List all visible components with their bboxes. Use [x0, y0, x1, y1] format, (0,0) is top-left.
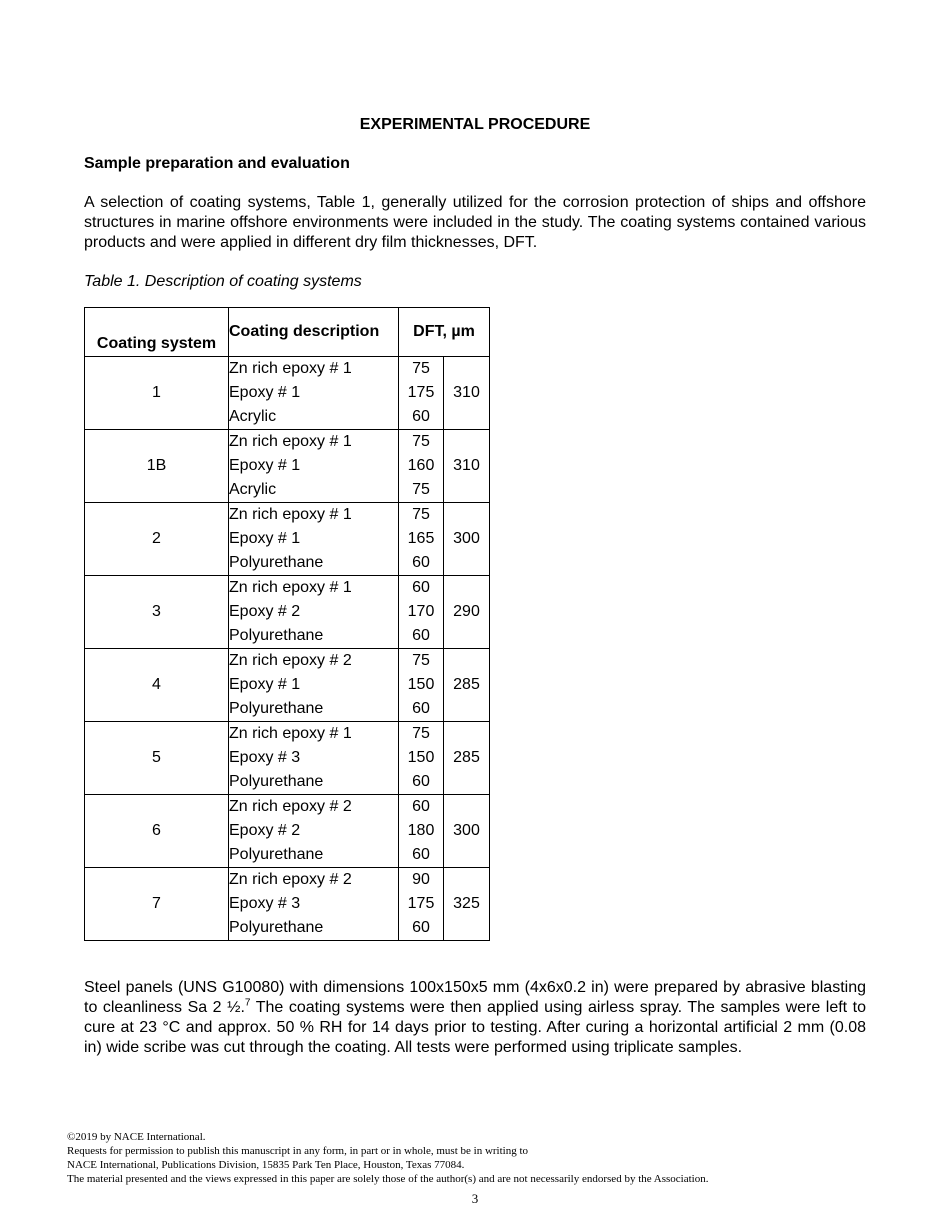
- layer-name: Zn rich epoxy # 1: [229, 579, 352, 596]
- layer-name: Zn rich epoxy # 2: [229, 871, 352, 888]
- total-dft-value: 310: [444, 430, 490, 503]
- table-row: [85, 722, 490, 795]
- layer-name: Zn rich epoxy # 1: [229, 360, 352, 377]
- layer-dft-value: 150: [407, 676, 435, 693]
- total-dft-value: 290: [444, 576, 490, 649]
- layer-dft-value: 75: [412, 481, 430, 498]
- layer-dft-value: 90: [412, 871, 430, 888]
- footer-copyright: ©2019 by NACE International.: [67, 1131, 206, 1143]
- layer-name: Acrylic: [229, 481, 277, 498]
- layer-dft-value: 75: [412, 506, 430, 523]
- layer-dft-value: 165: [407, 530, 435, 547]
- header-coating-system: Coating system: [85, 308, 229, 357]
- coating-description-cell: [229, 722, 399, 795]
- layer-dft-cell: [399, 868, 444, 941]
- header-coating-description: Coating description: [229, 308, 399, 357]
- coating-system-id: 1B: [85, 430, 229, 503]
- coating-description-cell: [229, 503, 399, 576]
- method-text-before-ref: Steel panels (UNS G10080) with dimensions 100x150x5 mm (4x6x0.2 in) were prepared by abrasive blasting to cleanliness Sa 2 ½.: [84, 979, 866, 1016]
- layer-dft-value: 60: [412, 846, 430, 863]
- layer-dft-value: 60: [412, 700, 430, 717]
- layer-name: Polyurethane: [229, 554, 324, 571]
- layer-dft-cell: [399, 722, 444, 795]
- table-row: [85, 357, 490, 430]
- table-header-row: [85, 308, 490, 357]
- coating-system-id: 6: [85, 795, 229, 868]
- layer-dft-value: 60: [412, 627, 430, 644]
- coating-description-cell: [229, 795, 399, 868]
- total-dft-value: 300: [444, 795, 490, 868]
- footer-address: NACE International, Publications Division, 15835 Park Ten Place, Houston, Texas 77084.: [67, 1159, 465, 1171]
- layer-dft-cell: [399, 430, 444, 503]
- layer-dft-value: 175: [407, 895, 435, 912]
- layer-dft-value: 150: [407, 749, 435, 766]
- layer-name: Polyurethane: [229, 773, 324, 790]
- total-dft-value: 285: [444, 649, 490, 722]
- coating-description-cell: [229, 576, 399, 649]
- intro-paragraph: A selection of coating systems, Table 1, generally utilized for the corrosion protection of ships and offshore structures in marine offshore environments were included in the study. The coating systems contained various products and were applied in different dry film thicknesses, DFT.: [84, 194, 866, 251]
- layer-dft-value: 60: [412, 798, 430, 815]
- section-title: EXPERIMENTAL PROCEDURE: [359, 116, 591, 133]
- layer-name: Polyurethane: [229, 627, 324, 644]
- copyright-footer: [67, 1130, 708, 1186]
- layer-name: Zn rich epoxy # 1: [229, 725, 352, 742]
- layer-name: Epoxy # 2: [229, 603, 301, 620]
- layer-name: Epoxy # 1: [229, 530, 301, 547]
- method-paragraph: [84, 978, 866, 1058]
- coating-system-id: 5: [85, 722, 229, 795]
- layer-name: Epoxy # 1: [229, 676, 301, 693]
- table-row: [85, 430, 490, 503]
- total-dft-value: 310: [444, 357, 490, 430]
- layer-name: Epoxy # 1: [229, 384, 301, 401]
- coating-system-id: 3: [85, 576, 229, 649]
- layer-name: Polyurethane: [229, 700, 324, 717]
- layer-dft-value: 75: [412, 360, 430, 377]
- table-row: [85, 795, 490, 868]
- table-row: [85, 649, 490, 722]
- coating-system-id: 1: [85, 357, 229, 430]
- coating-system-id: 4: [85, 649, 229, 722]
- layer-dft-value: 60: [412, 554, 430, 571]
- layer-dft-value: 160: [407, 457, 435, 474]
- total-dft-value: 285: [444, 722, 490, 795]
- layer-name: Epoxy # 1: [229, 457, 301, 474]
- layer-name: Epoxy # 3: [229, 895, 301, 912]
- page-number: 3: [471, 1191, 479, 1206]
- layer-dft-cell: [399, 649, 444, 722]
- layer-dft-value: 180: [407, 822, 435, 839]
- table-row: [85, 868, 490, 941]
- layer-dft-value: 60: [412, 579, 430, 596]
- table-caption: Table 1. Description of coating systems: [84, 273, 362, 290]
- layer-name: Epoxy # 3: [229, 749, 301, 766]
- layer-name: Zn rich epoxy # 2: [229, 652, 352, 669]
- layer-dft-cell: [399, 795, 444, 868]
- layer-name: Acrylic: [229, 408, 277, 425]
- layer-dft-value: 60: [412, 408, 430, 425]
- coating-description-cell: [229, 357, 399, 430]
- layer-dft-cell: [399, 576, 444, 649]
- coating-description-cell: [229, 430, 399, 503]
- table-row: [85, 576, 490, 649]
- layer-dft-value: 170: [407, 603, 435, 620]
- coating-system-id: 2: [85, 503, 229, 576]
- layer-name: Zn rich epoxy # 1: [229, 433, 352, 450]
- layer-name: Epoxy # 2: [229, 822, 301, 839]
- table-row: [85, 503, 490, 576]
- reference-superscript: 7: [244, 997, 251, 1009]
- layer-dft-value: 75: [412, 433, 430, 450]
- header-dft: DFT, µm: [399, 308, 490, 357]
- layer-dft-value: 75: [412, 725, 430, 742]
- layer-name: Polyurethane: [229, 846, 324, 863]
- total-dft-value: 325: [444, 868, 490, 941]
- layer-dft-cell: [399, 357, 444, 430]
- method-text-after-ref: The coating systems were then applied using airless spray. The samples were left to cure at 23 °C and approx. 50 % RH for 14 days prior to testing. After curing a horizontal artificial 2 mm (0.08 in) wide scribe was cut through the coating. All tests were performed using triplicate samples.: [84, 999, 867, 1056]
- layer-dft-cell: [399, 503, 444, 576]
- layer-dft-value: 175: [407, 384, 435, 401]
- layer-name: Zn rich epoxy # 1: [229, 506, 352, 523]
- layer-name: Polyurethane: [229, 919, 324, 936]
- coating-system-id: 7: [85, 868, 229, 941]
- coating-systems-table: [84, 307, 490, 941]
- layer-dft-value: 75: [412, 652, 430, 669]
- coating-description-cell: [229, 649, 399, 722]
- footer-permission: Requests for permission to publish this manuscript in any form, in part or in whole, must be in writing to: [67, 1145, 529, 1157]
- layer-dft-value: 60: [412, 773, 430, 790]
- footer-disclaimer: The material presented and the views expressed in this paper are solely those of the author(s) and are not necessarily endorsed by the Association.: [67, 1173, 709, 1185]
- total-dft-value: 300: [444, 503, 490, 576]
- subsection-title: Sample preparation and evaluation: [84, 155, 350, 172]
- layer-name: Zn rich epoxy # 2: [229, 798, 352, 815]
- layer-dft-value: 60: [412, 919, 430, 936]
- coating-description-cell: [229, 868, 399, 941]
